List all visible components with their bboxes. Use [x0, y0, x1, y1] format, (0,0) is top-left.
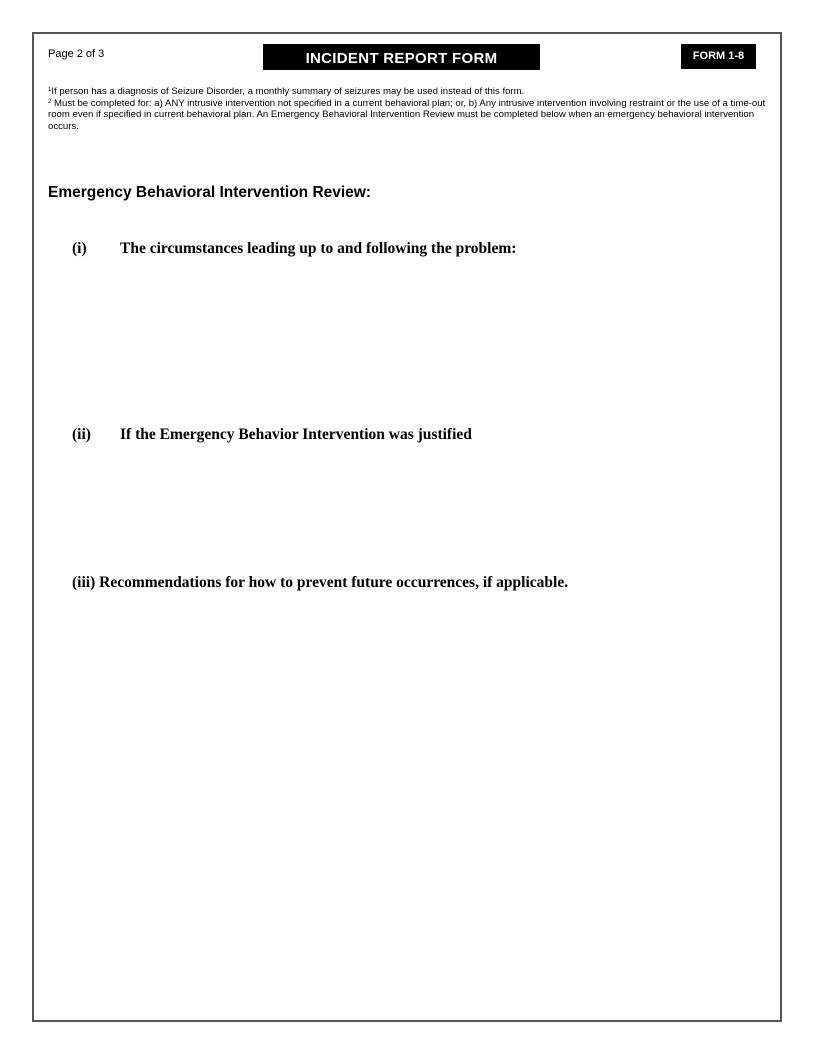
question-ii-text: If the Emergency Behavior Intervention was justified — [120, 426, 472, 443]
footnote-1-text: If person has a diagnosis of Seizure Disorder, a monthly summary of seizures may be used instead of this form. — [51, 86, 525, 97]
question-iii-number: (iii) — [72, 574, 96, 591]
question-iii-text: Recommendations for how to prevent future occurrences, if applicable. — [95, 574, 569, 591]
footnotes — [48, 86, 770, 132]
form-code-badge: FORM 1-8 — [681, 44, 756, 69]
footnote-1 — [48, 86, 770, 98]
question-ii-number: (ii) — [72, 426, 91, 443]
page-border-tick-right — [780, 660, 782, 672]
page-border-tick-left — [32, 660, 34, 672]
page-border — [32, 32, 782, 1022]
section-title: Emergency Behavioral Intervention Review: — [48, 184, 372, 201]
footnote-2-text: Must be completed for: a) ANY intrusive intervention not specified in a current behavioral plan; or, b) Any intrusive intervention involving restraint or the use of a time-out room even if specified in current behavioral plan. An Emergency Behavioral Intervention Review must be completed below when an emergency behavioral intervention occurs. — [48, 97, 766, 132]
form-title: INCIDENT REPORT FORM — [263, 44, 540, 70]
footnote-2 — [48, 98, 770, 133]
footnote-2-marker: 2 — [48, 98, 52, 105]
page-number: Page 2 of 3 — [48, 48, 105, 60]
question-iii — [72, 574, 568, 592]
question-i-text: The circumstances leading up to and following the problem: — [120, 240, 517, 257]
footnote-1-marker: 1 — [48, 87, 52, 93]
question-i-number: (i) — [72, 240, 87, 257]
